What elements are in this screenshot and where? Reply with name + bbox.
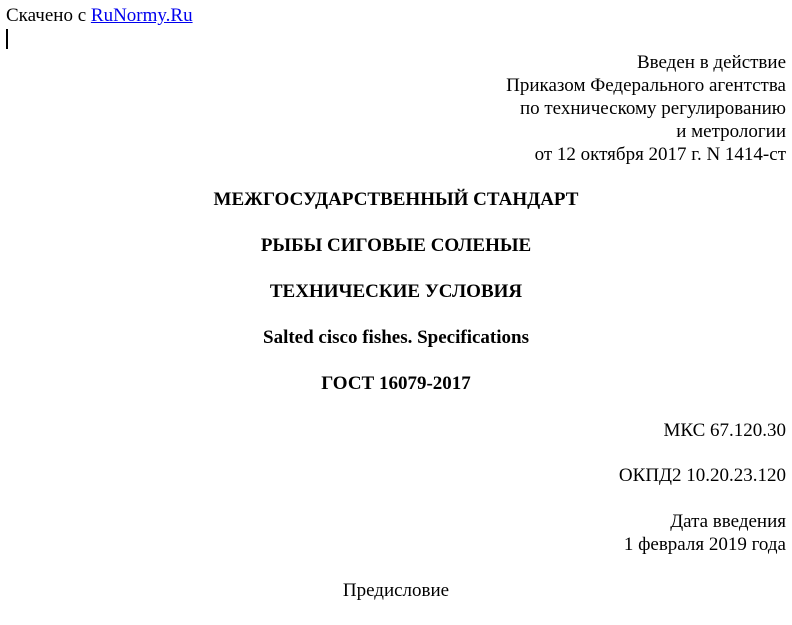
enactment-line-1: Введен в действие <box>636 52 786 73</box>
enactment-line-4: и метрологии <box>676 121 786 142</box>
okpd2-code <box>619 464 786 487</box>
enactment-block <box>506 51 786 166</box>
enactment-line-3: по техническому регулированию <box>519 98 786 119</box>
english-title: Salted cisco fishes. Specifications <box>263 327 529 348</box>
runormy-link[interactable]: RuNormy.Ru <box>90 5 193 26</box>
okpd2-code-text: ОКПД2 10.20.23.120 <box>618 465 786 486</box>
source-line <box>6 5 193 27</box>
introduction-date-label: Дата введения <box>670 511 786 532</box>
gost-number: ГОСТ 16079-2017 <box>321 373 471 394</box>
mks-code-text: МКС 67.120.30 <box>663 420 786 441</box>
enactment-line-2: Приказом Федерального агентства <box>506 75 786 96</box>
mks-code <box>663 419 786 442</box>
introduction-date-block <box>624 510 786 556</box>
document-title: РЫБЫ СИГОВЫЕ СОЛЕНЫЕ <box>260 235 532 256</box>
document-subtitle: ТЕХНИЧЕСКИЕ УСЛОВИЯ <box>269 281 523 302</box>
enactment-line-5: от 12 октября 2017 г. N 1414-ст <box>534 144 786 165</box>
standard-type-heading: МЕЖГОСУДАРСТВЕННЫЙ СТАНДАРТ <box>213 189 579 210</box>
preface-heading: Предисловие <box>342 580 450 601</box>
introduction-date-value: 1 февраля 2019 года <box>623 534 786 555</box>
text-cursor <box>6 29 8 49</box>
downloaded-from-label: Скачено с <box>6 5 87 26</box>
